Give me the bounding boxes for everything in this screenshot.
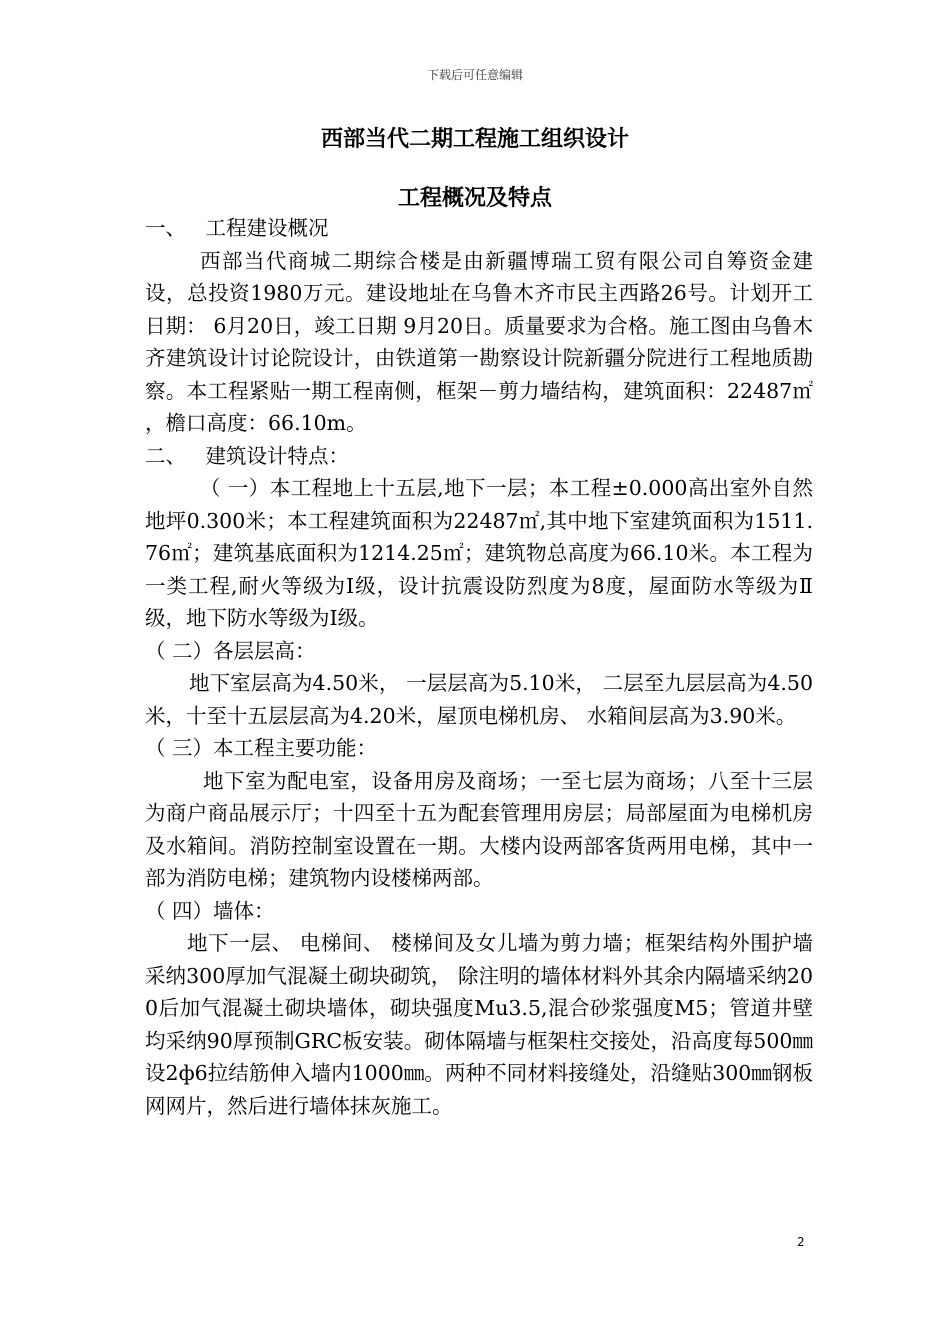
section2-item1-paragraph: （ 一）本工程地上十五层,地下一层；本工程±0.000高出室外自然地坪0.300米；本工程建筑面积为22487㎡,其中地下室建筑面积为1511.76㎡；建筑基底面积为1214.25㎡；建筑物总高度为66.10米。本工程为一类工程,耐火等级为Ⅰ级，设计抗震设防烈度为8度，屋面防水等级为Ⅱ级，地下防水等级为Ⅰ级。	[145, 476, 813, 630]
section1-heading: 一、 工程建设概况	[145, 216, 329, 240]
section2-item3-heading: （ 三）本工程主要功能：	[145, 736, 378, 760]
section2-item4-paragraph: 地下一层、 电梯间、 楼梯间及女儿墙为剪力墙；框架结构外围护墙采纳300厚加气混凝土砌块砌筑， 除注明的墙体材料外其余内隔墙采纳200后加气混凝土砌块墙体，砌块强度Mu3.5,混合砂浆强度M5；管道井壁均采纳90厚预制GRC板安装。砌体隔墙与框架柱交接处，沿高度每500㎜设2ф6拉结筋伸入墙内1000㎜。两种不同材料接缝处，沿缝贴300㎜钢板网网片，然后进行墙体抹灰施工。	[145, 931, 813, 1118]
section2-item3-paragraph: 地下室为配电室，设备用房及商场；一至七层为商场；八至十三层为商户商品展示厅；十四至十五为配套管理用房层；局部屋面为电梯机房及水箱间。消防控制室设置在一期。大楼内设两部客货两用电梯，其中一部为消防电梯；建筑物内设楼梯两部。	[145, 768, 813, 890]
section2-item2-paragraph: 地下室层高为4.50米， 一层层高为5.10米， 二层至九层层高为4.50米，十至十五层层高为4.20米，屋顶电梯机房、 水箱间层高为3.90米。	[145, 671, 813, 728]
section2-item4-heading: （ 四）墙体：	[145, 898, 275, 923]
section1-paragraph: 西部当代商城二期综合楼是由新疆博瑞工贸有限公司自筹资金建设，总投资1980万元。建设地址在乌鲁木齐市民主西路26号。计划开工日期： 6月20日，竣工日期 9月20日。质量要求为合格。施工图由乌鲁木齐建筑设计讨论院设计，由铁道第一勘察设计院新疆分院进行工程地质勘察。本工程紧贴一期工程南侧，框架－剪力墙结构，建筑面积：22487㎡ ，檐口高度：66.10m。	[145, 248, 813, 435]
document-body	[145, 212, 813, 1122]
page-number: 2	[797, 1235, 805, 1249]
section2-item2-heading: （ 二）各层层高：	[145, 638, 316, 663]
header-note: 下载后可任意编辑	[426, 68, 523, 82]
document-subtitle: 工程概况及特点	[397, 186, 552, 211]
document-title: 西部当代二期工程施工组织设计	[320, 127, 629, 152]
section2-heading: 二、 建筑设计特点：	[145, 443, 350, 468]
